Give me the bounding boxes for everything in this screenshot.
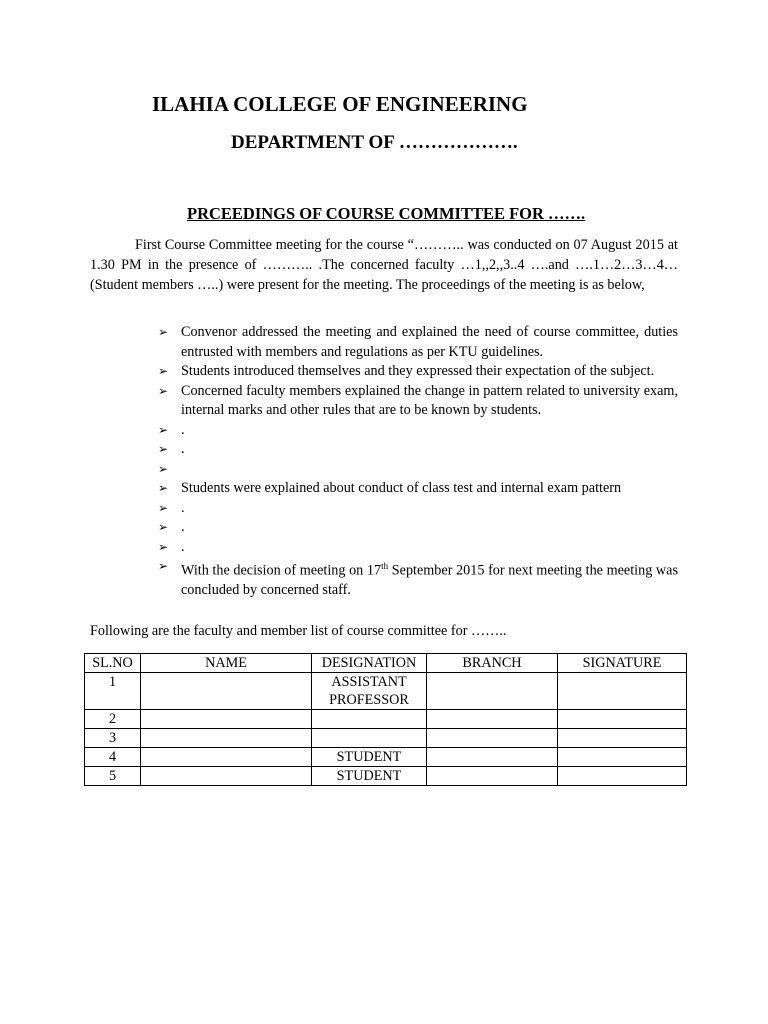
list-item: ➢ . — [158, 421, 678, 441]
member-table — [84, 653, 687, 786]
cell-designation: STUDENT — [312, 748, 427, 767]
header-branch: BRANCH — [427, 654, 558, 673]
proceedings-title: PRCEEDINGS OF COURSE COMMITTEE FOR ……. — [187, 204, 586, 223]
cell-branch — [427, 673, 558, 710]
arrow-bullet-icon: ➢ — [158, 520, 169, 534]
cell-branch — [427, 748, 558, 767]
list-item: ➢ With the decision of meeting on 17th September 2015 for next meeting the meeting was concluded by concerned staff. — [158, 559, 678, 599]
cell-designation: STUDENT — [312, 767, 427, 786]
college-title: ILAHIA COLLEGE OF ENGINEERING — [152, 92, 528, 116]
list-item: ➢ Students introduced themselves and they expressed their expectation of the subject. — [158, 362, 678, 382]
cell-branch — [427, 767, 558, 786]
list-item: ➢ Convenor addressed the meeting and explained the need of course committee, duties entrusted with members and regulations as per KTU guidelines. — [158, 324, 678, 360]
cell-signature — [558, 673, 687, 710]
cell-name — [141, 673, 312, 710]
proceedings-list — [158, 323, 678, 601]
cell-name — [141, 710, 312, 729]
table-row — [85, 710, 687, 729]
cell-slno: 5 — [85, 767, 141, 786]
cell-branch — [427, 710, 558, 729]
member-list-caption: Following are the faculty and member list of course committee for …….. — [90, 623, 507, 639]
list-item: ➢ Concerned faculty members explained the change in pattern related to university exam, internal marks and other rules that are to be known by students. — [158, 382, 678, 418]
cell-designation — [312, 710, 427, 729]
cell-name — [141, 748, 312, 767]
header-signature: SIGNATURE — [558, 654, 687, 673]
cell-slno: 4 — [85, 748, 141, 767]
cell-slno: 2 — [85, 710, 141, 729]
arrow-bullet-icon: ➢ — [158, 364, 169, 378]
arrow-bullet-icon: ➢ — [158, 442, 169, 456]
list-item: ➢ . — [158, 518, 678, 538]
header-slno: SL.NO — [85, 654, 141, 673]
arrow-bullet-icon: ➢ — [158, 422, 169, 437]
list-item: ➢ . — [158, 440, 678, 460]
header-name: NAME — [141, 654, 312, 673]
cell-designation — [312, 729, 427, 748]
cell-name — [141, 729, 312, 748]
table-row — [85, 673, 687, 710]
arrow-bullet-icon: ➢ — [158, 461, 169, 476]
arrow-bullet-icon: ➢ — [158, 539, 169, 554]
table-header-row — [85, 654, 687, 673]
cell-signature — [558, 748, 687, 767]
cell-designation: ASSISTANT PROFESSOR — [312, 673, 427, 710]
arrow-bullet-icon: ➢ — [158, 559, 169, 573]
cell-branch — [427, 729, 558, 748]
arrow-bullet-icon: ➢ — [158, 500, 169, 515]
arrow-bullet-icon: ➢ — [158, 325, 169, 339]
table-row — [85, 748, 687, 767]
cell-signature — [558, 710, 687, 729]
list-item: ➢ Students were explained about conduct of class test and internal exam pattern — [158, 479, 678, 499]
cell-signature — [558, 729, 687, 748]
cell-slno: 3 — [85, 729, 141, 748]
arrow-bullet-icon: ➢ — [158, 481, 169, 495]
cell-name — [141, 767, 312, 786]
arrow-bullet-icon: ➢ — [158, 383, 169, 398]
table-row — [85, 729, 687, 748]
table-row — [85, 767, 687, 786]
department-title: DEPARTMENT OF ………………. — [231, 132, 518, 153]
list-item: ➢ . — [158, 499, 678, 519]
cell-signature — [558, 767, 687, 786]
cell-slno: 1 — [85, 673, 141, 710]
header-designation: DESIGNATION — [312, 654, 427, 673]
list-item: ➢ . — [158, 538, 678, 558]
intro-paragraph: First Course Committee meeting for the course “……….. was conducted on 07 August 2015 at 1.30 PM in the presence of ……….. .The concerned faculty …1,,2,,3..4 ….and ….1…2…3…4… (Student members …..) were present for the meeting. The proceedings of the meeting is as below, — [90, 237, 678, 293]
list-item — [158, 460, 678, 480]
